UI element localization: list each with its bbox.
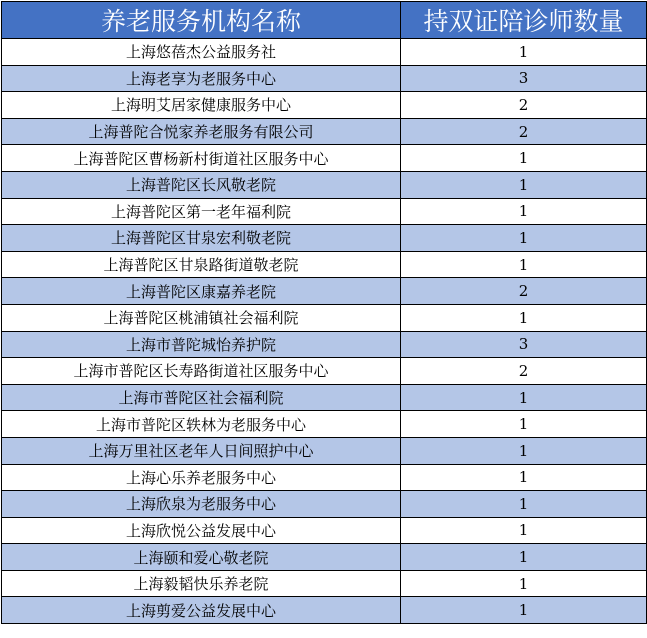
table-row — [2, 118, 647, 145]
institution-name-cell: 上海市普陀区轶林为老服务中心 — [2, 411, 401, 438]
caregiver-count-cell: 1 — [401, 411, 647, 438]
caregiver-count-cell: 1 — [401, 491, 647, 518]
institution-name-cell: 上海普陀区长风敬老院 — [2, 171, 401, 198]
table-row — [2, 171, 647, 198]
institution-name-cell: 上海普陀区曹杨新村街道社区服务中心 — [2, 145, 401, 172]
caregiver-count-cell: 1 — [401, 597, 647, 624]
table-row — [2, 331, 647, 358]
table-row — [2, 358, 647, 385]
institution-name-cell: 上海普陀区康嘉养老院 — [2, 278, 401, 305]
caregiver-count-cell: 1 — [401, 304, 647, 331]
table-row — [2, 411, 647, 438]
institution-name-cell: 上海欣泉为老服务中心 — [2, 491, 401, 518]
table-row — [2, 225, 647, 252]
table-row — [2, 65, 647, 92]
institution-name-cell: 上海市普陀区社会福利院 — [2, 384, 401, 411]
caregiver-count-cell: 2 — [401, 92, 647, 119]
caregiver-count-cell: 1 — [401, 437, 647, 464]
institution-name-cell: 上海普陀区第一老年福利院 — [2, 198, 401, 225]
caregiver-count-table — [1, 1, 647, 624]
institution-name-cell: 上海悠蓓杰公益服务社 — [2, 39, 401, 66]
table-row — [2, 278, 647, 305]
caregiver-count-cell: 1 — [401, 171, 647, 198]
table-row — [2, 597, 647, 624]
table-row — [2, 251, 647, 278]
institution-name-cell: 上海市普陀区长寿路街道社区服务中心 — [2, 358, 401, 385]
institution-name-cell: 上海心乐养老服务中心 — [2, 464, 401, 491]
table-row — [2, 198, 647, 225]
institution-name-cell: 上海明艾居家健康服务中心 — [2, 92, 401, 119]
table-row — [2, 39, 647, 66]
column-header-institution-name: 养老服务机构名称 — [2, 2, 401, 39]
caregiver-count-cell: 1 — [401, 198, 647, 225]
table-row — [2, 384, 647, 411]
table-row — [2, 304, 647, 331]
caregiver-count-cell: 1 — [401, 544, 647, 571]
institution-name-cell: 上海剪爱公益发展中心 — [2, 597, 401, 624]
table-row — [2, 145, 647, 172]
institution-name-cell: 上海普陀区桃浦镇社会福利院 — [2, 304, 401, 331]
caregiver-count-cell: 1 — [401, 39, 647, 66]
caregiver-count-cell: 1 — [401, 251, 647, 278]
caregiver-count-cell: 3 — [401, 65, 647, 92]
caregiver-count-cell: 2 — [401, 278, 647, 305]
institution-name-cell: 上海颐和爱心敬老院 — [2, 544, 401, 571]
caregiver-count-cell: 1 — [401, 570, 647, 597]
caregiver-count-cell: 2 — [401, 118, 647, 145]
institution-name-cell: 上海毅韬快乐养老院 — [2, 570, 401, 597]
table-row — [2, 92, 647, 119]
header-row — [2, 2, 647, 39]
caregiver-count-cell: 1 — [401, 384, 647, 411]
institution-name-cell: 上海普陀区甘泉宏利敬老院 — [2, 225, 401, 252]
caregiver-count-cell: 1 — [401, 145, 647, 172]
institution-name-cell: 上海老享为老服务中心 — [2, 65, 401, 92]
institution-name-cell: 上海万里社区老年人日间照护中心 — [2, 437, 401, 464]
institution-name-cell: 上海市普陀城怡养护院 — [2, 331, 401, 358]
institution-name-cell: 上海普陀区甘泉路街道敬老院 — [2, 251, 401, 278]
caregiver-count-cell: 3 — [401, 331, 647, 358]
column-header-caregiver-count: 持双证陪诊师数量 — [401, 2, 647, 39]
institution-name-cell: 上海欣悦公益发展中心 — [2, 517, 401, 544]
table-row — [2, 544, 647, 571]
table-row — [2, 517, 647, 544]
table-row — [2, 570, 647, 597]
caregiver-count-cell: 1 — [401, 464, 647, 491]
institution-name-cell: 上海普陀合悦家养老服务有限公司 — [2, 118, 401, 145]
table-row — [2, 464, 647, 491]
table-body — [2, 39, 647, 624]
caregiver-count-cell: 1 — [401, 225, 647, 252]
table-row — [2, 437, 647, 464]
table-row — [2, 491, 647, 518]
caregiver-count-cell: 1 — [401, 517, 647, 544]
caregiver-count-cell: 2 — [401, 358, 647, 385]
